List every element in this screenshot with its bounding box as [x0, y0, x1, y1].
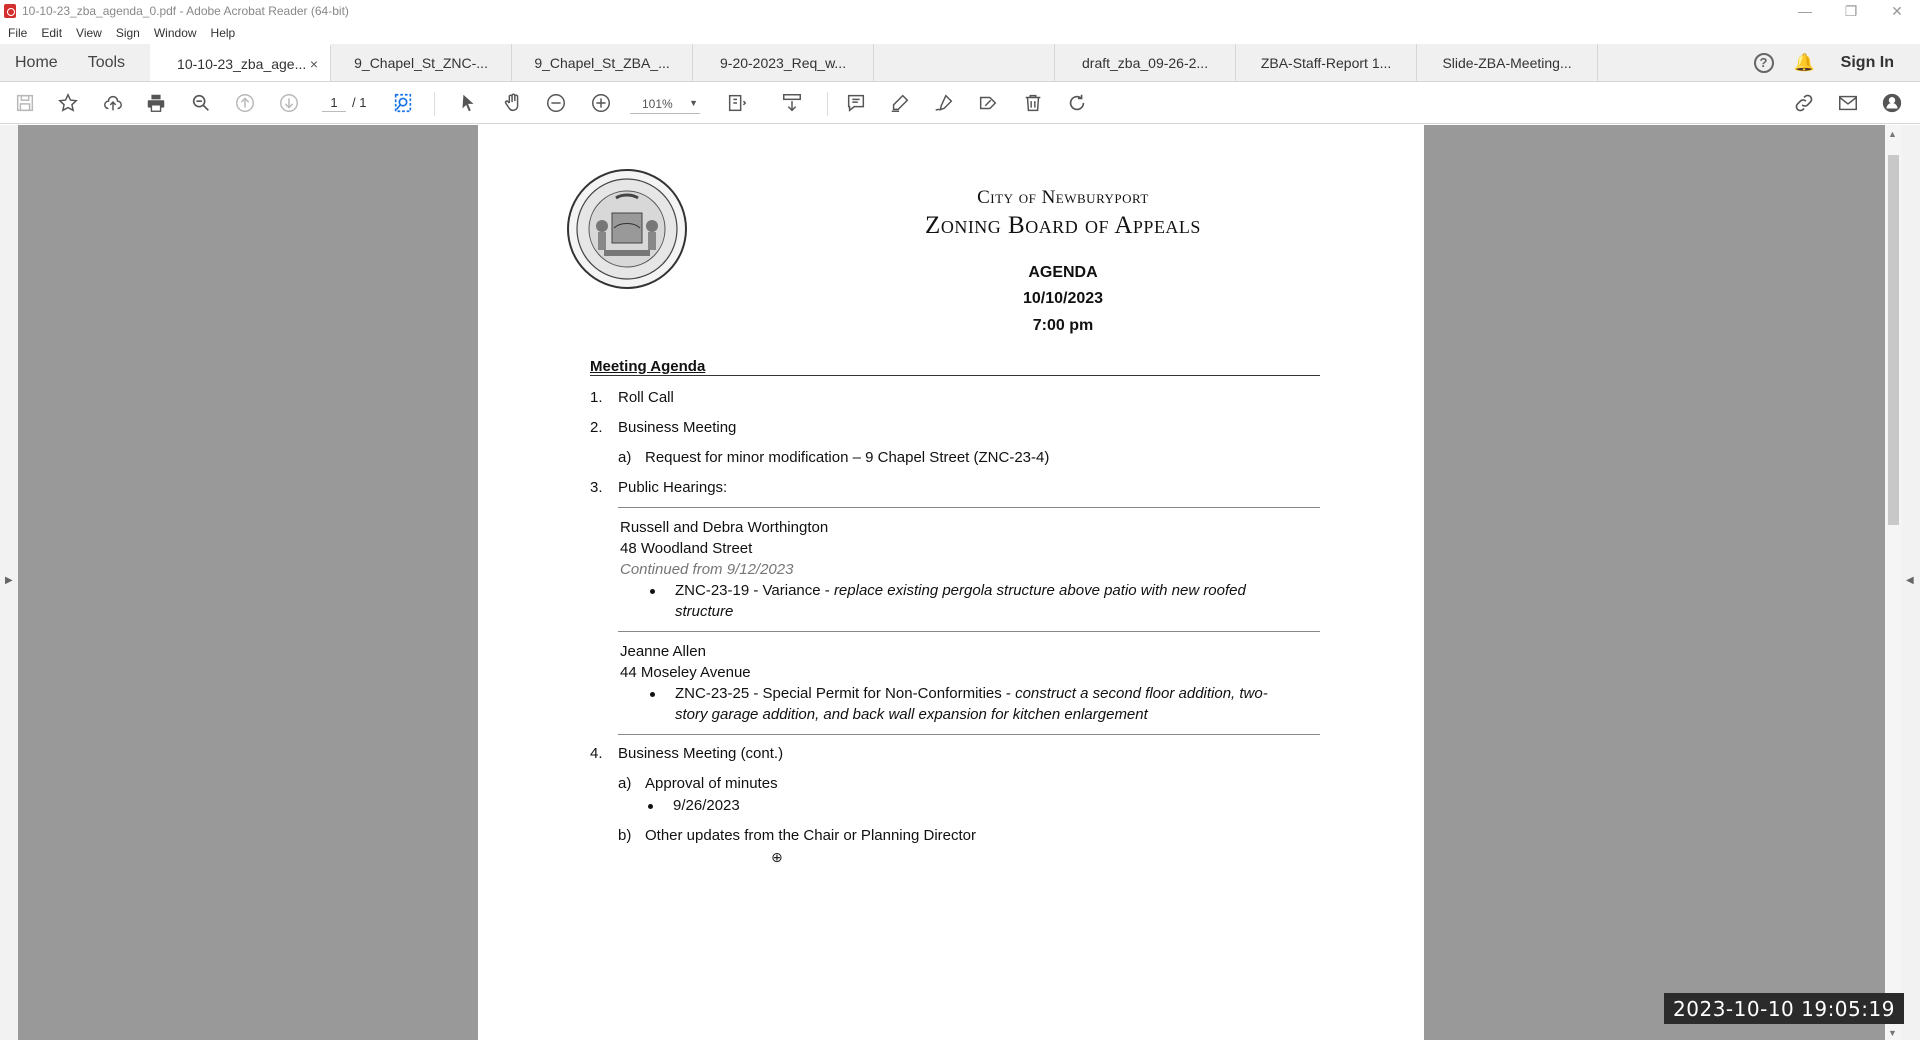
item-number: 4.: [590, 745, 603, 762]
case-number: ZNC-23-25 - Special Permit for Non-Conformities -: [675, 685, 1016, 702]
subitem-letter: a): [618, 449, 632, 466]
delete-trash-icon[interactable]: [1020, 91, 1046, 115]
sign-in-button[interactable]: Sign In: [1840, 53, 1894, 71]
hearing-applicant: Russell and Debra Worthington: [620, 519, 829, 536]
doc-tab-active[interactable]: [150, 44, 331, 81]
zoom-out-icon[interactable]: [543, 91, 569, 115]
case-description-cont: story garage addition, and back wall expansion for kitchen enlargement: [675, 706, 1148, 723]
city-seal-image: [566, 168, 688, 290]
main-toolbar: [0, 82, 1920, 124]
minutes-date: 9/26/2023: [673, 797, 740, 814]
agenda-heading: AGENDA: [1028, 264, 1098, 281]
select-pointer-icon[interactable]: [455, 91, 481, 115]
sign-pen-icon[interactable]: [931, 91, 957, 115]
hand-tool-icon[interactable]: [500, 91, 526, 115]
case-description: replace existing pergola structure above patio with new roofed: [833, 582, 1246, 599]
fill-sign-icon[interactable]: [975, 91, 1001, 115]
account-icon[interactable]: [1879, 91, 1905, 115]
case-description-cont: structure: [675, 603, 734, 620]
case-number: ZNC-23-19 - Variance -: [675, 582, 834, 599]
city-name: City of Newburyport: [977, 187, 1149, 208]
chevron-down-icon: ▼: [689, 98, 698, 108]
page-fit-icon[interactable]: [724, 91, 750, 115]
hearing-address: 44 Moseley Avenue: [620, 664, 751, 681]
menu-bar: [0, 22, 1920, 44]
doc-tab-label: draft_zba_09-26-2...: [1082, 54, 1209, 71]
hearing-applicant: Jeanne Allen: [620, 643, 706, 660]
rotate-icon[interactable]: [1064, 91, 1090, 115]
subitem-letter: b): [618, 827, 632, 844]
print-icon[interactable]: [143, 91, 169, 115]
subitem-minor-modification: Request for minor modification – 9 Chapel Street (ZNC-23-4): [645, 449, 1050, 466]
close-tab-icon[interactable]: ×: [309, 55, 319, 72]
toolbar-separator: [434, 92, 435, 116]
left-panel-toggle[interactable]: [0, 125, 18, 1040]
menu-sign[interactable]: Sign: [115, 26, 140, 40]
previous-page-icon[interactable]: [232, 91, 258, 115]
item-business-meeting-cont: Business Meeting (cont.): [618, 745, 784, 762]
header-actions: [1754, 44, 1920, 81]
title-bar: [0, 0, 1920, 22]
zoom-cursor-icon: ⊕: [771, 849, 783, 865]
doc-tab[interactable]: [1236, 44, 1417, 81]
doc-tab-label: Slide-ZBA-Meeting...: [1442, 54, 1572, 71]
doc-tab-label: 9_Chapel_St_ZBA_...: [534, 54, 670, 71]
menu-help[interactable]: Help: [210, 26, 236, 40]
doc-tab-label: ZBA-Staff-Report 1...: [1260, 54, 1392, 71]
close-window-button[interactable]: ✕: [1891, 2, 1903, 19]
subitem-approval-minutes: Approval of minutes: [645, 775, 778, 792]
item-business-meeting: Business Meeting: [618, 419, 737, 436]
pdf-page: [478, 125, 1424, 1040]
item-number: 1.: [590, 389, 603, 406]
scroll-down-icon[interactable]: ▼: [1888, 1028, 1897, 1038]
page-search-icon[interactable]: [390, 91, 416, 115]
tab-tools[interactable]: Tools: [87, 53, 126, 71]
page-number-input[interactable]: [322, 94, 346, 112]
zoom-level-value: 101%: [642, 96, 673, 111]
board-name: Zoning Board of Appeals: [925, 212, 1201, 239]
vertical-scrollbar[interactable]: [1885, 125, 1902, 1040]
hearing-case: [675, 582, 1246, 599]
doc-tab-label: 9_Chapel_St_ZNC-...: [354, 54, 488, 71]
tab-bar: [0, 44, 1920, 82]
item-number: 2.: [590, 419, 603, 436]
window-controls: [1782, 0, 1920, 22]
highlight-pen-icon[interactable]: [887, 91, 913, 115]
comment-icon[interactable]: [843, 91, 869, 115]
share-link-icon[interactable]: [1791, 91, 1817, 115]
next-page-icon[interactable]: [276, 91, 302, 115]
bullet: [648, 804, 653, 809]
tab-home[interactable]: Home: [15, 53, 58, 71]
zoom-out-search-icon[interactable]: [188, 91, 214, 115]
doc-tab-label: 10-10-23_zba_age...: [177, 55, 307, 72]
agenda-date: 10/10/2023: [1022, 290, 1104, 307]
bullet: [650, 589, 655, 594]
menu-window[interactable]: Window: [153, 26, 197, 40]
item-roll-call: Roll Call: [618, 389, 674, 406]
hearing-divider: [618, 631, 1320, 632]
doc-tab[interactable]: [512, 44, 693, 81]
scroll-mode-icon[interactable]: [779, 91, 805, 115]
bullet: [650, 692, 655, 697]
scroll-up-icon[interactable]: ▲: [1888, 129, 1897, 139]
subitem-letter: a): [618, 775, 632, 792]
hearing-continued-note: Continued from 9/12/2023: [620, 561, 794, 578]
doc-tab[interactable]: [331, 44, 512, 81]
doc-tab[interactable]: [693, 44, 874, 81]
agenda-time: 7:00 pm: [1032, 317, 1094, 334]
case-description: construct a second floor addition, two-: [1015, 685, 1268, 702]
section-title: Meeting Agenda: [590, 358, 706, 375]
page-total: / 1: [352, 95, 367, 110]
save-icon[interactable]: [12, 91, 38, 115]
email-icon[interactable]: [1835, 91, 1861, 115]
menu-edit[interactable]: Edit: [41, 26, 63, 40]
expand-right-icon: ◀: [1906, 575, 1914, 586]
notification-bell-icon[interactable]: 🔔: [1793, 52, 1815, 72]
hearing-address: 48 Woodland Street: [620, 540, 753, 557]
zoom-in-icon[interactable]: [588, 91, 614, 115]
window-title: 10-10-23_zba_agenda_0.pdf - Adobe Acrobat Reader (64-bit): [22, 4, 349, 18]
zoom-level-select[interactable]: [630, 94, 700, 114]
hearing-divider: [618, 507, 1320, 508]
scrollbar-thumb[interactable]: [1888, 155, 1899, 525]
cloud-upload-icon[interactable]: [100, 91, 126, 115]
bookmark-star-icon[interactable]: [55, 91, 81, 115]
menu-file[interactable]: File: [8, 26, 28, 40]
hearing-divider: [618, 734, 1320, 735]
toolbar-separator: [827, 92, 828, 116]
item-public-hearings: Public Hearings:: [618, 479, 728, 496]
doc-tab-label: 9-20-2023_Req_w...: [720, 54, 847, 71]
item-number: 3.: [590, 479, 603, 496]
pdf-app-icon: [4, 4, 16, 18]
section-rule: [590, 375, 1320, 376]
right-panel-toggle[interactable]: [1902, 125, 1920, 1040]
tab-spacer: [874, 44, 1055, 81]
subitem-other-updates: Other updates from the Chair or Planning Director: [645, 827, 976, 844]
doc-tab[interactable]: [1055, 44, 1236, 81]
hearing-case: [675, 685, 1268, 702]
expand-left-icon: ▶: [5, 575, 13, 586]
menu-view[interactable]: View: [76, 26, 102, 40]
minimize-button[interactable]: —: [1798, 3, 1812, 19]
video-timestamp: 2023-10-10 19:05:19: [1664, 993, 1904, 1024]
restore-button[interactable]: ❐: [1844, 2, 1858, 19]
doc-tab[interactable]: [1417, 44, 1598, 81]
help-icon[interactable]: ?: [1754, 53, 1774, 73]
